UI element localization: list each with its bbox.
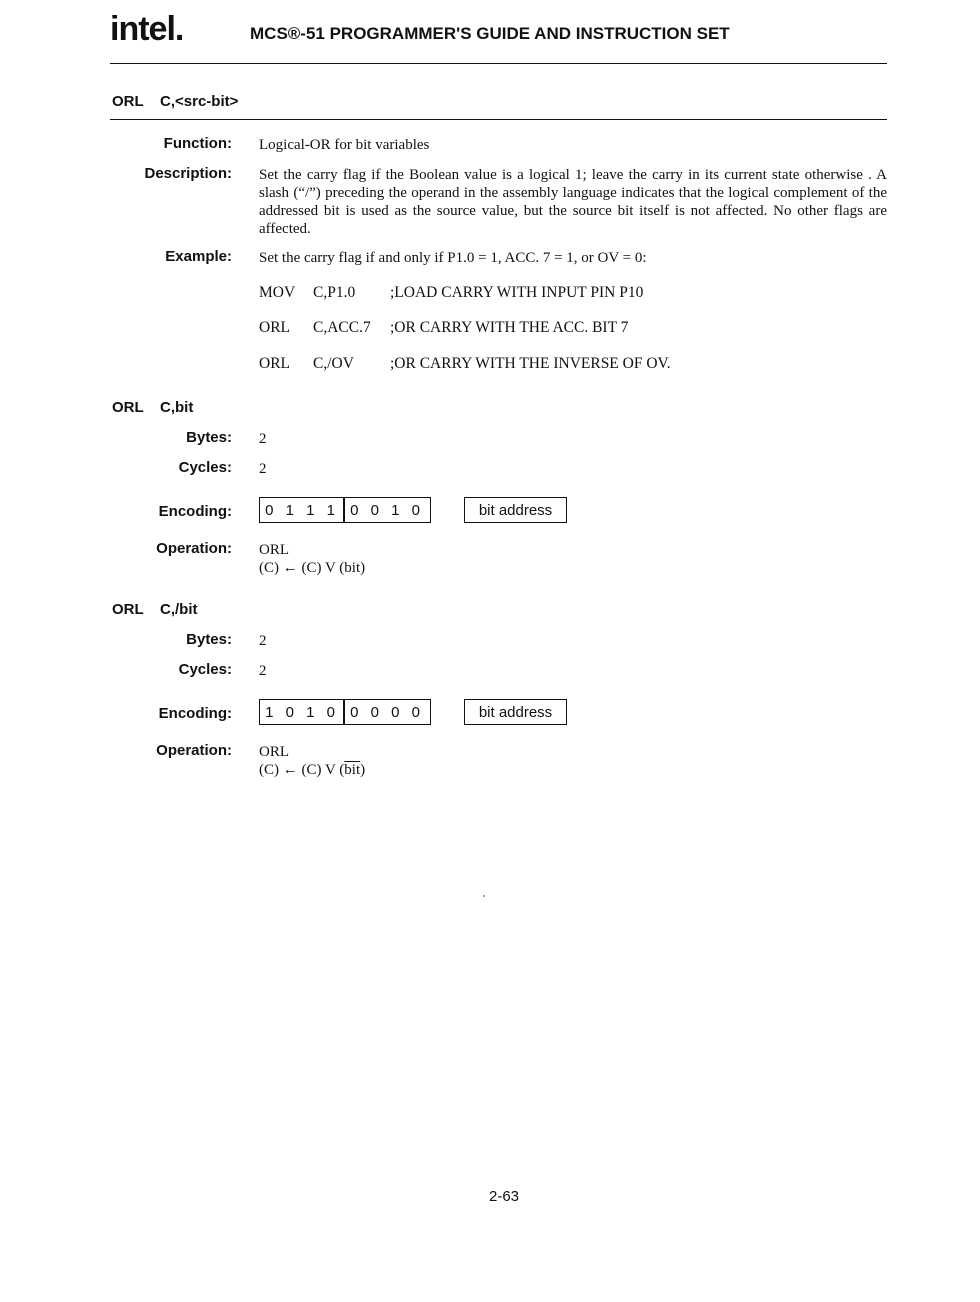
bytes-value: 2 [259,633,267,649]
code-comment: ;LOAD CARRY WITH INPUT PIN P10 [390,284,644,301]
instruction-heading [112,93,238,110]
intel-logo: intel. [110,10,184,48]
code-arg: C,ACC.7 [313,319,371,336]
encoding-bit-address: bit address [464,497,567,523]
encoding-bit-address: bit address [464,699,567,725]
page-header-title: MCS®-51 PROGRAMMER'S GUIDE AND INSTRUCTION SET [250,24,730,43]
variant-heading [112,399,193,416]
code-line [259,284,643,302]
example-text: Set the carry flag if and only if P1.0 = 1, ACC. 7 = 1, or OV = 0: [259,250,647,266]
operation-expression-prefix: (C) ← (C) V [259,560,340,576]
code-op: ORL [259,319,290,336]
header-rule [110,63,887,64]
encoding-high-nibble: 1 0 1 0 [259,699,345,725]
operation-expression-suffix: ) [360,762,366,778]
operation-expression [259,761,365,779]
instruction-mnemonic: ORL [112,93,144,110]
code-arg: C,/OV [313,355,354,372]
function-text: Logical-OR for bit variables [259,137,430,153]
bytes-label: Bytes: [186,429,232,446]
operation-expression [259,559,365,577]
code-line [259,355,671,373]
variant-mnemonic: ORL [112,399,144,416]
section-rule [110,119,887,120]
scan-speck [483,895,485,897]
encoding-low-nibble: 0 0 1 0 [343,497,431,523]
code-op: ORL [259,355,290,372]
operation-label: Operation: [156,742,232,759]
description-text: Set the carry flag if the Boolean value is a logical 1; leave the carry in its current state otherwise . A slash (“/”) preceding the operand in the assembly language indicates that the logical complement of the addressed bit is used as the source value, but the source bit itself is not affected. No other flags are affected. [259,167,887,237]
code-line [259,319,628,337]
variant-heading [112,601,198,618]
page-number: 2-63 [488,1188,520,1205]
operation-expression-prefix: (C) ← (C) V ( [259,762,345,778]
bytes-value: 2 [259,431,267,447]
variant-operands: C,/bit [160,601,198,618]
operation-label: Operation: [156,540,232,557]
example-label: Example: [165,248,232,265]
bytes-label: Bytes: [186,631,232,648]
operation-op: ORL [259,542,289,558]
code-comment: ;OR CARRY WITH THE ACC. BIT 7 [390,319,629,336]
encoding-label: Encoding: [158,705,232,722]
operation-operand: (bit) [339,560,366,576]
instruction-operands: C,<src-bit> [160,93,239,110]
operation-op: ORL [259,744,289,760]
function-label: Function: [163,135,232,152]
operation-operand-complement: $\overline{bit}$ [344,762,361,778]
cycles-label: Cycles: [178,661,232,678]
cycles-value: 2 [259,663,267,679]
encoding-label: Encoding: [158,503,232,520]
code-comment: ;OR CARRY WITH THE INVERSE OF OV. [390,355,671,372]
description-label: Description: [144,165,232,182]
code-arg: C,P1.0 [313,284,356,301]
encoding-high-nibble: 0 1 1 1 [259,497,345,523]
encoding-low-nibble: 0 0 0 0 [343,699,431,725]
code-op: MOV [259,284,296,301]
cycles-value: 2 [259,461,267,477]
variant-mnemonic: ORL [112,601,144,618]
variant-operands: C,bit [160,399,194,416]
cycles-label: Cycles: [178,459,232,476]
